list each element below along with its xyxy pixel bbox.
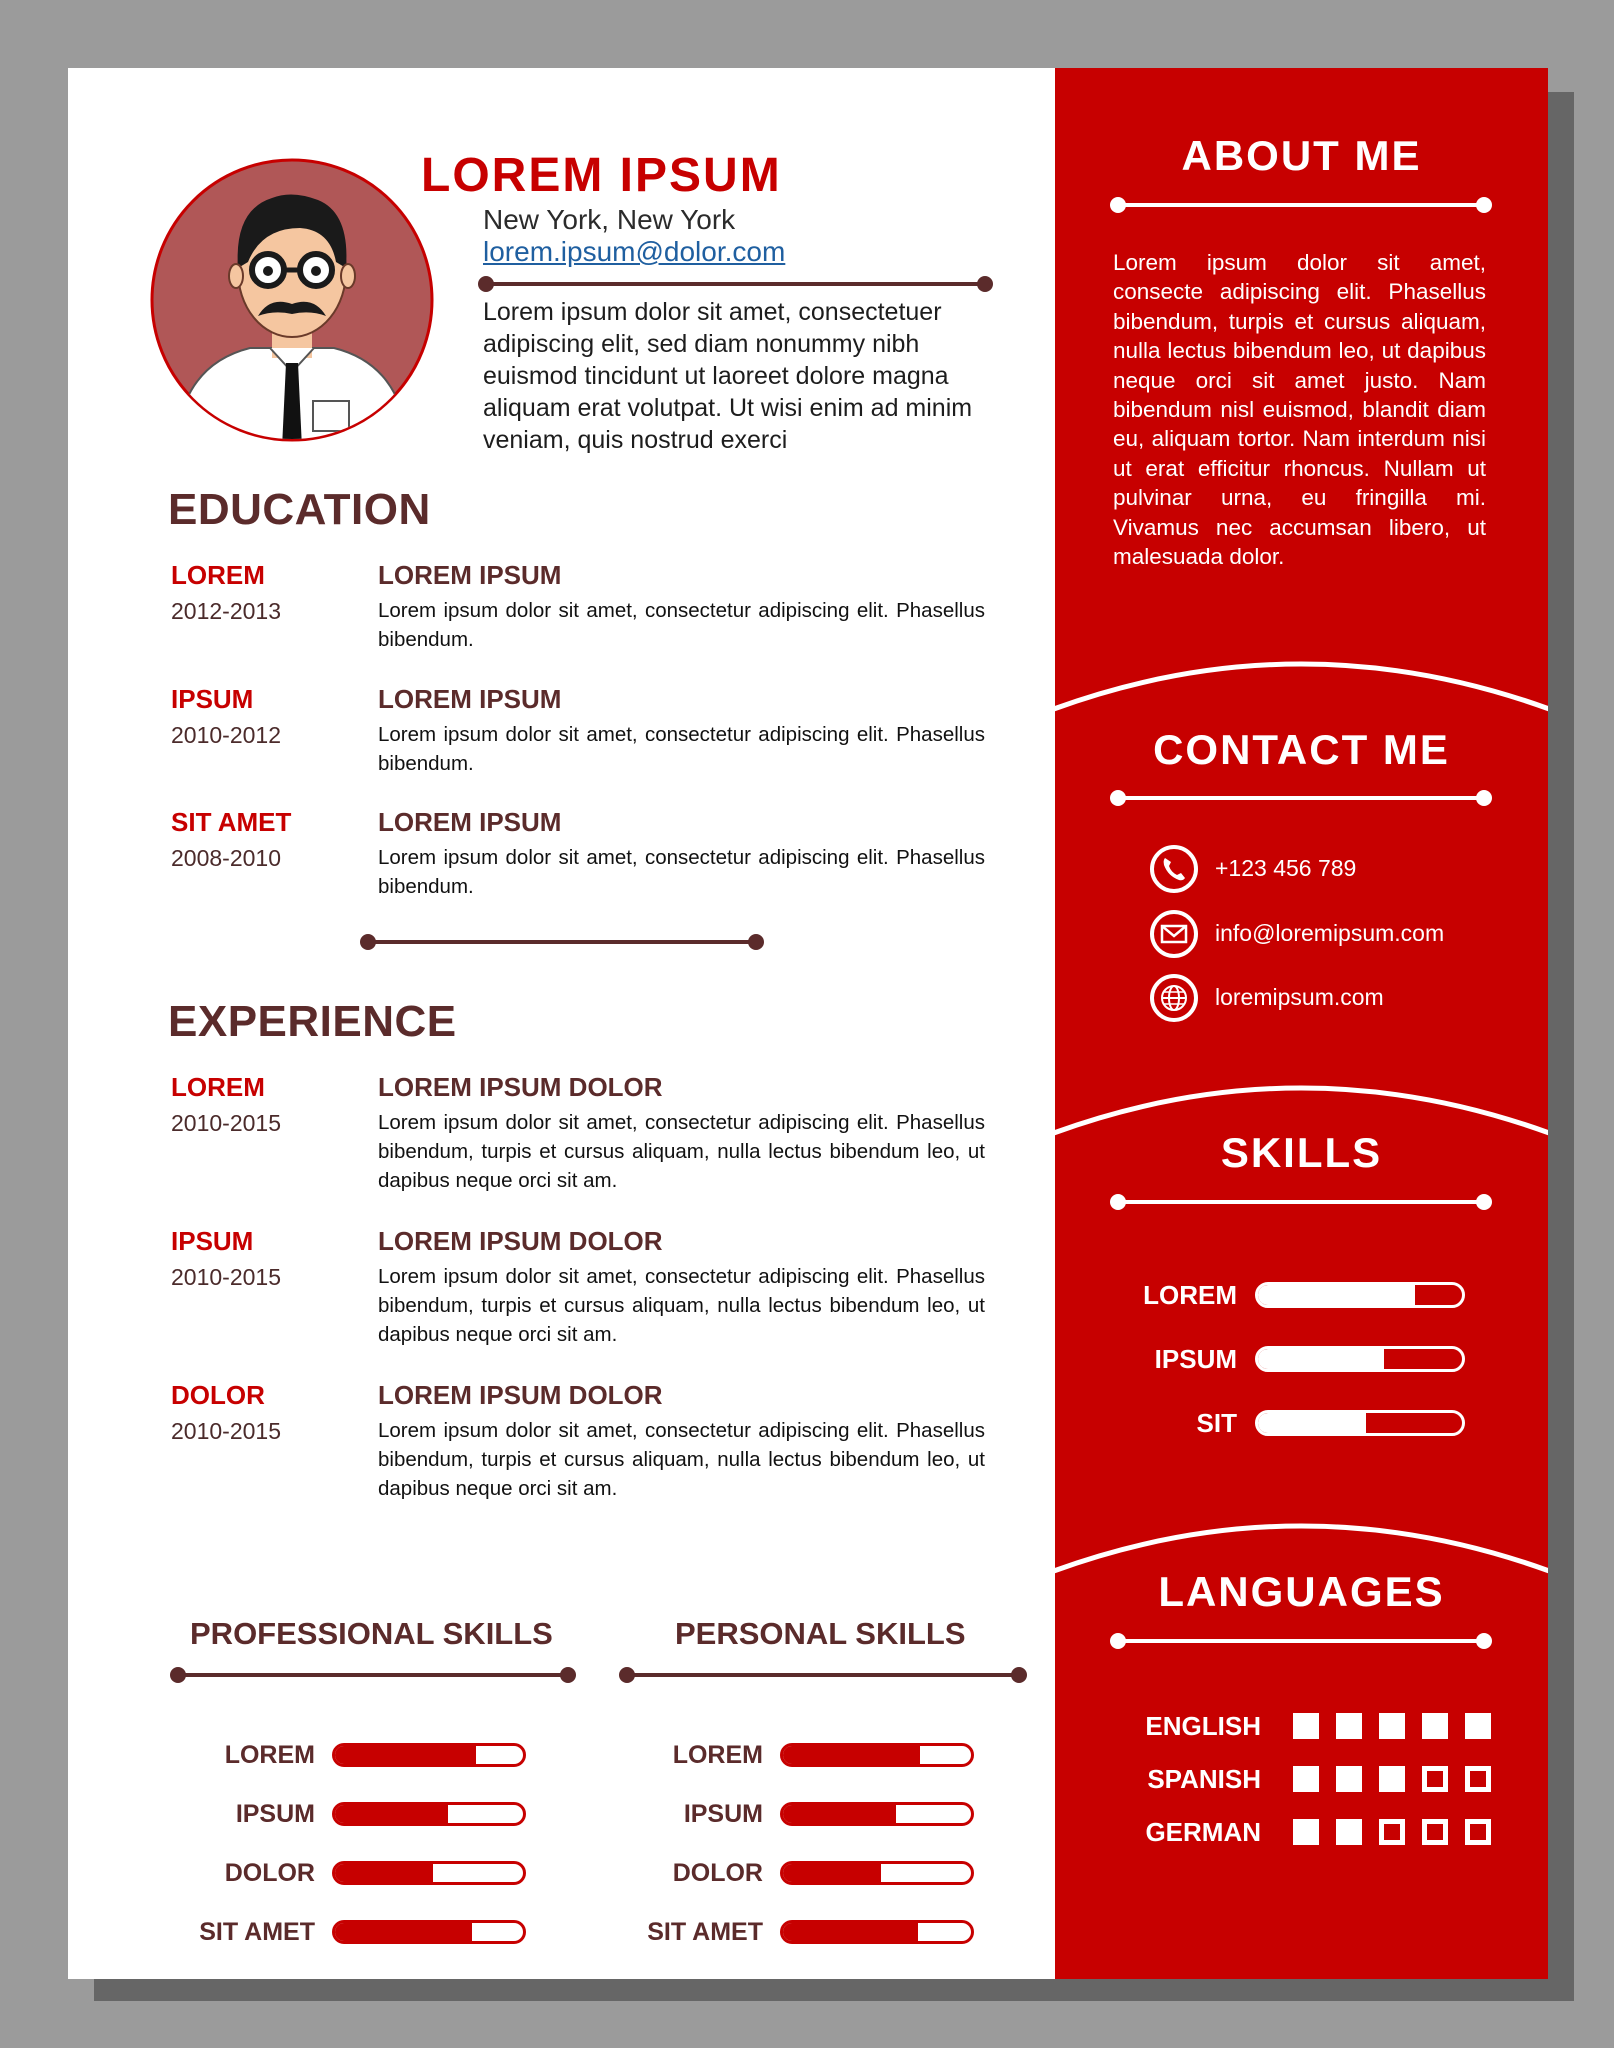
- skill-bar-fill: [783, 1805, 896, 1823]
- skill-bar: [332, 1920, 526, 1944]
- sidebar-skill-label: SIT: [1196, 1408, 1237, 1438]
- skill-bar: [780, 1861, 974, 1885]
- personal-skills-title: PERSONAL SKILLS: [675, 1616, 966, 1651]
- rating-square-filled: [1379, 1766, 1405, 1792]
- email-link[interactable]: lorem.ipsum@dolor.com: [483, 236, 786, 267]
- entry-years: 2012-2013: [171, 598, 281, 624]
- avatar: [150, 158, 434, 442]
- entry-description: Lorem ipsum dolor sit amet, consectetur adipiscing elit. Phasellus bibendum.: [378, 846, 985, 898]
- entry-title: LOREM IPSUM DOLOR: [378, 1226, 663, 1256]
- sidebar-skill-bar-fill: [1258, 1285, 1415, 1305]
- contact-website-text: loremipsum.com: [1215, 984, 1384, 1010]
- contact-title: CONTACT ME: [1153, 726, 1450, 773]
- contact-email-text: info@loremipsum.com: [1215, 920, 1445, 946]
- entry-title: LOREM IPSUM: [378, 684, 562, 714]
- skill-label: IPSUM: [235, 1800, 315, 1828]
- professional-skills-title: PROFESSIONAL SKILLS: [190, 1616, 553, 1651]
- skill-label: LOREM: [224, 1741, 315, 1769]
- sidebar-skill-label: IPSUM: [1154, 1344, 1237, 1374]
- experience-title: EXPERIENCE: [168, 997, 457, 1046]
- skill-bar: [332, 1743, 526, 1767]
- phone-icon: [1149, 844, 1199, 894]
- sidebar-skill-bar: [1255, 1282, 1465, 1308]
- rating-square-filled: [1336, 1766, 1362, 1792]
- skill-bar-fill: [335, 1746, 476, 1764]
- skill-label: DOLOR: [224, 1859, 315, 1887]
- entry-title: LOREM IPSUM: [378, 560, 562, 590]
- entry-description: Lorem ipsum dolor sit amet, consectetur adipiscing elit. Phasellus bibendum, turpis et cursus aliquam, nulla lectus bibendum leo, ut dapibus neque orci sit am.: [378, 1111, 985, 1192]
- skill-bar-fill: [335, 1923, 472, 1941]
- skill-bar-fill: [335, 1805, 448, 1823]
- candidate-name: LOREM IPSUM: [421, 149, 782, 202]
- contact-phone-text: +123 456 789: [1215, 855, 1357, 881]
- languages-title: LANGUAGES: [1158, 1568, 1445, 1615]
- education-divider: [368, 940, 756, 944]
- intro-text: Lorem ipsum dolor sit amet, consectetuer adipiscing elit, sed diam nonummy nibh euismod tincidunt ut laoreet dolore magna aliquam erat volutpat. Ut wisi enim ad minim veniam, quis nostrud exerci: [483, 298, 973, 454]
- contact-divider: [1118, 796, 1484, 800]
- sidebar-skill-row: [1055, 1408, 1548, 1438]
- entry-description: Lorem ipsum dolor sit amet, consectetur adipiscing elit. Phasellus bibendum, turpis et cursus aliquam, nulla lectus bibendum leo, ut dapibus neque orci sit am.: [378, 1265, 985, 1346]
- entry-years: 2010-2015: [171, 1110, 281, 1136]
- entry-description: Lorem ipsum dolor sit amet, consectetur adipiscing elit. Phasellus bibendum.: [378, 599, 985, 651]
- skill-label: DOLOR: [672, 1859, 763, 1887]
- header-divider: [486, 282, 985, 286]
- about-text: Lorem ipsum dolor sit amet, consecte adipiscing elit. Phasellus bibendum, turpis et cursus aliquam, nulla lectus bibendum leo, ut dapibus neque orci sit amet justo. Nam bibendum nisl euismod, blandit diam eu, aliquam tortor. Nam interdum nisi ut erat efficitur rhoncus. Nullam ut pulvinar urna, eu fringilla mi. Vivamus nec accumsan libero, ut malesuada dolor.: [1113, 250, 1486, 570]
- entry-description: Lorem ipsum dolor sit amet, consectetur adipiscing elit. Phasellus bibendum.: [378, 723, 985, 775]
- entry-description: Lorem ipsum dolor sit amet, consectetur adipiscing elit. Phasellus bibendum, turpis et cursus aliquam, nulla lectus bibendum leo, ut dapibus neque orci sit am.: [378, 1419, 985, 1500]
- education-title: EDUCATION: [168, 485, 431, 534]
- about-title: ABOUT ME: [1181, 132, 1422, 179]
- professional-skills-divider: [178, 1673, 568, 1677]
- rating-square-filled: [1293, 1766, 1319, 1792]
- section-curve-divider: [1055, 646, 1548, 716]
- resume-page: [68, 68, 1548, 1979]
- rating-square-filled: [1465, 1713, 1491, 1739]
- sidebar: [1055, 68, 1548, 1979]
- rating-square-empty: [1465, 1819, 1491, 1845]
- entry-key: LOREM: [171, 560, 265, 590]
- language-label: ENGLISH: [1145, 1711, 1261, 1741]
- skill-bar-fill: [335, 1864, 433, 1882]
- language-label: GERMAN: [1145, 1817, 1261, 1847]
- entry-years: 2008-2010: [171, 845, 281, 871]
- globe-icon: [1149, 973, 1199, 1023]
- skill-bar: [780, 1802, 974, 1826]
- sidebar-skill-row: [1055, 1344, 1548, 1374]
- sidebar-skill-bar-fill: [1258, 1349, 1384, 1369]
- skill-bar-fill: [783, 1864, 881, 1882]
- languages-divider: [1118, 1639, 1484, 1643]
- rating-square-filled: [1293, 1713, 1319, 1739]
- skill-bar: [780, 1743, 974, 1767]
- language-row: [1055, 1815, 1548, 1849]
- entry-key: SIT AMET: [171, 807, 292, 837]
- skill-bar-fill: [783, 1746, 920, 1764]
- skills-divider: [1118, 1200, 1484, 1204]
- entry-title: LOREM IPSUM DOLOR: [378, 1072, 663, 1102]
- entry-key: IPSUM: [171, 1226, 254, 1256]
- entry-title: LOREM IPSUM DOLOR: [378, 1380, 663, 1410]
- rating-square-empty: [1422, 1819, 1448, 1845]
- entry-title: LOREM IPSUM: [378, 807, 562, 837]
- rating-square-empty: [1379, 1819, 1405, 1845]
- location: New York, New York: [483, 204, 736, 235]
- entry-years: 2010-2015: [171, 1418, 281, 1444]
- entry-years: 2010-2015: [171, 1264, 281, 1290]
- skill-label: SIT AMET: [199, 1918, 315, 1946]
- entry-key: LOREM: [171, 1072, 265, 1102]
- sidebar-skill-row: [1055, 1280, 1548, 1310]
- language-label: SPANISH: [1147, 1764, 1261, 1794]
- personal-skills-divider: [627, 1673, 1019, 1677]
- skill-bar: [332, 1802, 526, 1826]
- sidebar-skill-label: LOREM: [1143, 1280, 1237, 1310]
- rating-square-filled: [1422, 1713, 1448, 1739]
- about-divider: [1118, 203, 1484, 207]
- sidebar-skill-bar-fill: [1258, 1413, 1366, 1433]
- skill-bar: [780, 1920, 974, 1944]
- skill-label: LOREM: [672, 1741, 763, 1769]
- rating-square-filled: [1336, 1819, 1362, 1845]
- skills-title: SKILLS: [1220, 1129, 1383, 1176]
- entry-years: 2010-2012: [171, 722, 281, 748]
- language-row: [1055, 1762, 1548, 1796]
- entry-key: IPSUM: [171, 684, 254, 714]
- skill-bar-fill: [783, 1923, 918, 1941]
- rating-square-empty: [1465, 1766, 1491, 1792]
- rating-square-empty: [1422, 1766, 1448, 1792]
- language-row: [1055, 1709, 1548, 1743]
- skill-label: SIT AMET: [647, 1918, 763, 1946]
- skill-bar: [332, 1861, 526, 1885]
- sidebar-skill-bar: [1255, 1346, 1465, 1372]
- sidebar-skill-bar: [1255, 1410, 1465, 1436]
- mail-icon: [1149, 909, 1199, 959]
- rating-square-filled: [1379, 1713, 1405, 1739]
- entry-key: DOLOR: [171, 1380, 265, 1410]
- rating-square-filled: [1293, 1819, 1319, 1845]
- skill-label: IPSUM: [683, 1800, 763, 1828]
- rating-square-filled: [1336, 1713, 1362, 1739]
